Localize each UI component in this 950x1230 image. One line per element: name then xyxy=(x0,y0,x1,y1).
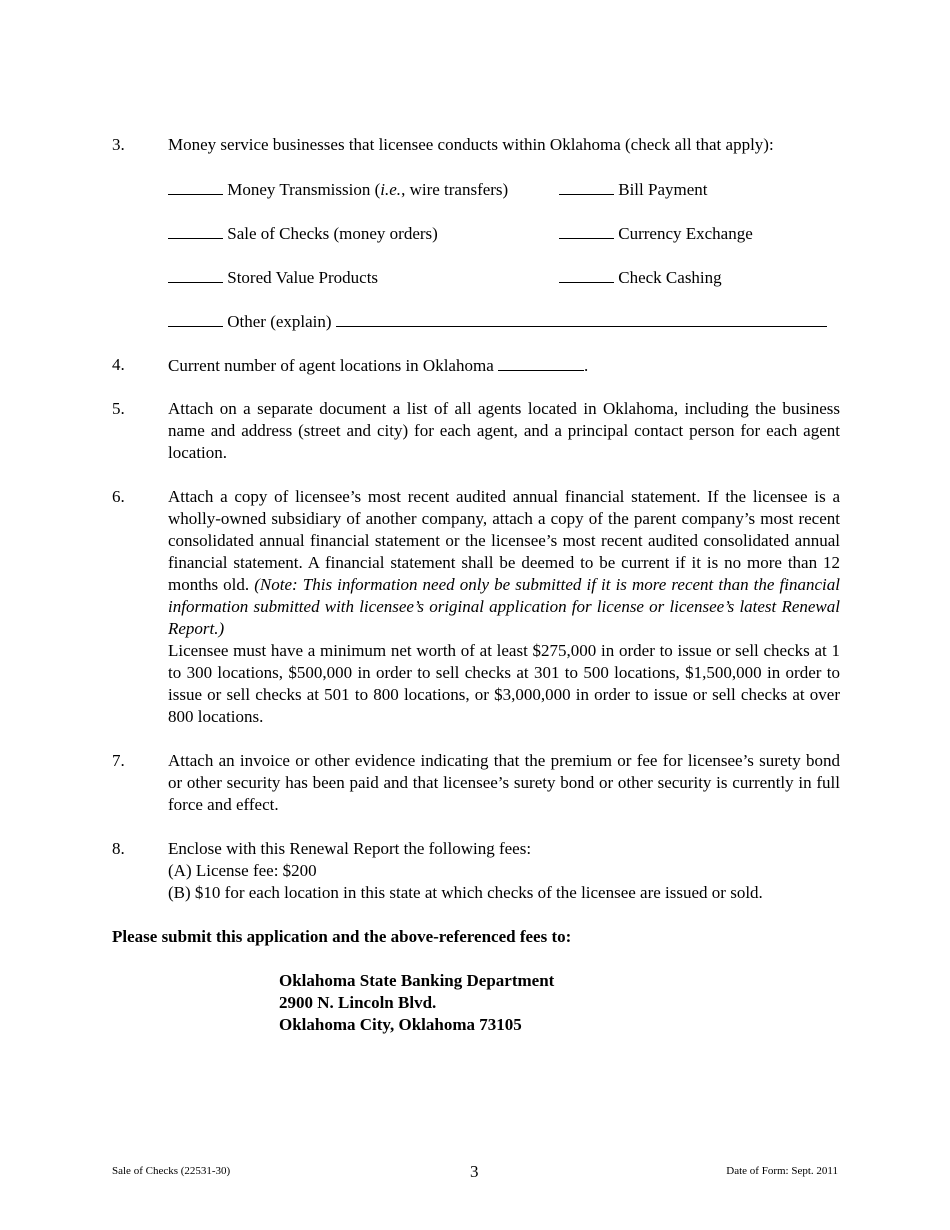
checkbox-bill-payment[interactable] xyxy=(559,178,708,201)
checkbox-sale-of-checks[interactable] xyxy=(168,222,438,245)
checkbox-label: Money Transmission (i.e., wire transfers) xyxy=(227,180,509,199)
checkbox-money-transmission[interactable] xyxy=(168,178,508,201)
check-blank[interactable] xyxy=(168,310,223,327)
fee-b: (B) $10 for each location in this state at which checks of the licensee are issued or sold. xyxy=(168,883,763,902)
item-number: 6. xyxy=(112,487,125,506)
checkbox-label: Other (explain) xyxy=(227,312,332,331)
agent-locations-field[interactable] xyxy=(498,354,584,371)
item-8 xyxy=(112,838,840,904)
item-text: Attach an invoice or other evidence indicating that the premium or fee for licensee’s surety bond or other security has been paid and that licensee’s surety bond or other security is currently in full force and effect. xyxy=(168,751,840,814)
item-text: Attach on a separate document a list of all agents located in Oklahoma, including the business name and address (street and city) for each agent, and a principal contact person for each agent location. xyxy=(168,399,840,462)
check-blank[interactable] xyxy=(559,178,614,195)
fee-a: (A) License fee: $200 xyxy=(168,861,317,880)
item-number: 4. xyxy=(112,355,125,374)
item-number: 7. xyxy=(112,751,125,770)
footer-form-date: Date of Form: Sept. 2011 xyxy=(726,1165,838,1177)
item-text: Enclose with this Renewal Report the following fees: xyxy=(168,839,532,858)
checkbox-label: Stored Value Products xyxy=(227,268,379,287)
checkbox-other[interactable] xyxy=(168,310,827,333)
item-5 xyxy=(112,398,840,464)
address-line-1: Oklahoma State Banking Department xyxy=(279,971,555,990)
mailing-address xyxy=(279,970,554,1036)
check-blank[interactable] xyxy=(559,266,614,283)
item-text: Attach a copy of licensee’s most recent audited annual financial statement. If the licensee is a wholly-owned subsidiary of another company, attach a copy of the parent company’s most recent consolidated annual financial statement or the licensee’s most recent audited consolidated annual financial statement. A financial statement shall be deemed to be current if it is no more than 12 months old. xyxy=(168,487,840,594)
check-blank[interactable] xyxy=(559,222,614,239)
page-number: 3 xyxy=(470,1162,479,1181)
address-line-3: Oklahoma City, Oklahoma 73105 xyxy=(279,1015,522,1034)
checkbox-label: Sale of Checks (money orders) xyxy=(227,224,438,243)
check-blank[interactable] xyxy=(168,222,223,239)
item-6 xyxy=(112,486,840,728)
checkbox-check-cashing[interactable] xyxy=(559,266,722,289)
checkbox-label: Bill Payment xyxy=(618,180,708,199)
item-note: (Note: This information need only be submitted if it is more recent than the financial information submitted with licensee’s original application for license or licensee’s latest Renewal Report.) xyxy=(168,575,840,638)
item-number: 3. xyxy=(112,135,125,154)
address-line-2: 2900 N. Lincoln Blvd. xyxy=(279,993,437,1012)
checkbox-currency-exchange[interactable] xyxy=(559,222,753,245)
item-3 xyxy=(112,134,840,156)
submit-heading: Please submit this application and the above-referenced fees to: xyxy=(112,927,572,946)
check-blank[interactable] xyxy=(168,178,223,195)
checkbox-label: Check Cashing xyxy=(618,268,722,287)
checkbox-label: Currency Exchange xyxy=(618,224,753,243)
item-number: 5. xyxy=(112,399,125,418)
check-blank[interactable] xyxy=(168,266,223,283)
item-text: Current number of agent locations in Oklahoma xyxy=(168,356,494,375)
item-4 xyxy=(112,354,840,377)
footer-form-name: Sale of Checks (22531-30) xyxy=(112,1165,231,1177)
net-worth-text: Licensee must have a minimum net worth of at least $275,000 in order to issue or sell checks at 1 to 300 locations, $500,000 in order to sell checks at 301 to 500 locations, $1,500,000 in order to issue or sell checks at 501 to 800 locations, or $3,000,000 in order to issue or sell checks at over 800 locations. xyxy=(168,641,840,726)
other-explain-field[interactable] xyxy=(336,310,827,327)
item-suffix: . xyxy=(584,356,589,375)
item-number: 8. xyxy=(112,839,125,858)
checkbox-stored-value[interactable] xyxy=(168,266,378,289)
item-text: Money service businesses that licensee conducts within Oklahoma (check all that apply): xyxy=(168,135,774,154)
item-7 xyxy=(112,750,840,816)
